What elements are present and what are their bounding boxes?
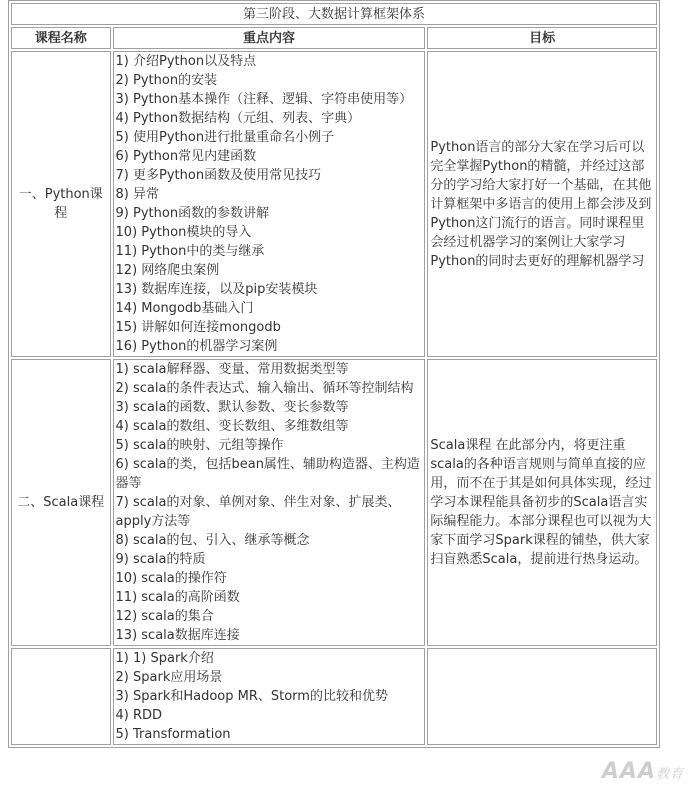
topic-item: 5) 使用Python进行批量重命名小例子 <box>115 130 335 145</box>
table-row <box>11 51 657 357</box>
topic-item: 8) scala的包、引入、继承等概念 <box>115 533 310 548</box>
topic-item: 6) Python常见内建函数 <box>115 149 257 164</box>
topic-item: 13) 数据库连接，以及pip安装模块 <box>115 282 318 297</box>
header-key-content: 重点内容 <box>113 27 426 49</box>
topics-cell <box>113 648 426 745</box>
topic-item: 2) scala的条件表达式、输入输出、循环等控制结构 <box>115 381 414 396</box>
goal-cell <box>427 648 657 745</box>
topic-item: 12) scala的集合 <box>115 609 214 624</box>
topics-cell <box>113 51 426 357</box>
header-course-name: 课程名称 <box>11 27 111 49</box>
topic-item: 2) Spark应用场景 <box>115 670 223 685</box>
topic-item: 4) scala的数组、变长数组、多维数组等 <box>115 419 349 434</box>
topic-item: 10) scala的操作符 <box>115 571 227 586</box>
topic-item: 4) RDD <box>115 708 163 723</box>
topic-item: 3) scala的函数、默认参数、变长参数等 <box>115 400 349 415</box>
course-name-cell: 一、Python课程 <box>11 51 111 357</box>
table-row <box>11 648 657 745</box>
topic-item: 5) scala的映射、元组等操作 <box>115 438 284 453</box>
topic-item: 1) 1) Spark介绍 <box>115 651 214 666</box>
goal-cell: Scala课程 在此部分内，将更注重scala的各种语言规则与简单直接的应用，而不在于其是如何具体实现，经过学习本课程能具备初步的Scala语言实际编程能力。本部分课程也可以视为大家下面学习Spark课程的铺垫，供大家扫盲熟悉Scala，提前进行热身运动。 <box>427 359 657 646</box>
topic-item: 15) 讲解如何连接mongodb <box>115 320 281 335</box>
curriculum-table <box>8 0 660 748</box>
topic-item: 12) 网络爬虫案例 <box>115 263 220 278</box>
topic-item: 5) Transformation <box>115 727 231 742</box>
topic-item: 6) scala的类，包括bean属性、辅助构造器、主构造器等 <box>115 457 420 491</box>
topic-item: 11) Python中的类与继承 <box>115 244 265 259</box>
topic-item: 3) Python基本操作（注释、逻辑、字符串使用等） <box>115 92 413 107</box>
course-name-cell <box>11 648 111 745</box>
topic-item: 9) scala的特质 <box>115 552 206 567</box>
topic-item: 14) Mongodb基础入门 <box>115 301 254 316</box>
goal-cell: Python语言的部分大家在学习后可以完全掌握Python的精髓，并经过这部分的学习给大家打好一个基础，在其他计算框架中多语言的使用上都会涉及到Python这门流行的语言。同时课程里会经过机器学习的案例让大家学习Python的同时去更好的理解机器学习 <box>427 51 657 357</box>
topic-item: 11) scala的高阶函数 <box>115 590 240 605</box>
header-goal: 目标 <box>427 27 657 49</box>
topic-item: 10) Python模块的导入 <box>115 225 252 240</box>
topic-item: 9) Python函数的参数讲解 <box>115 206 270 221</box>
topic-item: 3) Spark和Hadoop MR、Storm的比较和优势 <box>115 689 388 704</box>
topic-item: 7) 更多Python函数及使用常见技巧 <box>115 168 322 183</box>
topic-item: 2) Python的安装 <box>115 73 218 88</box>
watermark-main: AAA <box>601 759 656 784</box>
topic-item: 8) 异常 <box>115 187 160 202</box>
topic-item: 7) scala的对象、单例对象、伴生对象、扩展类、apply方法等 <box>115 495 401 529</box>
topic-item: 4) Python数据结构（元组、列表、字典） <box>115 111 361 126</box>
topic-item: 1) scala解释器、变量、常用数据类型等 <box>115 362 349 377</box>
topic-item: 1) 介绍Python以及特点 <box>115 54 257 69</box>
table-caption: 第三阶段、大数据计算框架体系 <box>11 3 657 25</box>
topic-item: 13) scala数据库连接 <box>115 628 240 643</box>
watermark-logo <box>602 759 684 784</box>
table-row <box>11 359 657 646</box>
topics-cell <box>113 359 426 646</box>
watermark-sub: 教育 <box>655 767 684 782</box>
course-name-cell: 二、Scala课程 <box>11 359 111 646</box>
topic-item: 16) Python的机器学习案例 <box>115 339 278 354</box>
